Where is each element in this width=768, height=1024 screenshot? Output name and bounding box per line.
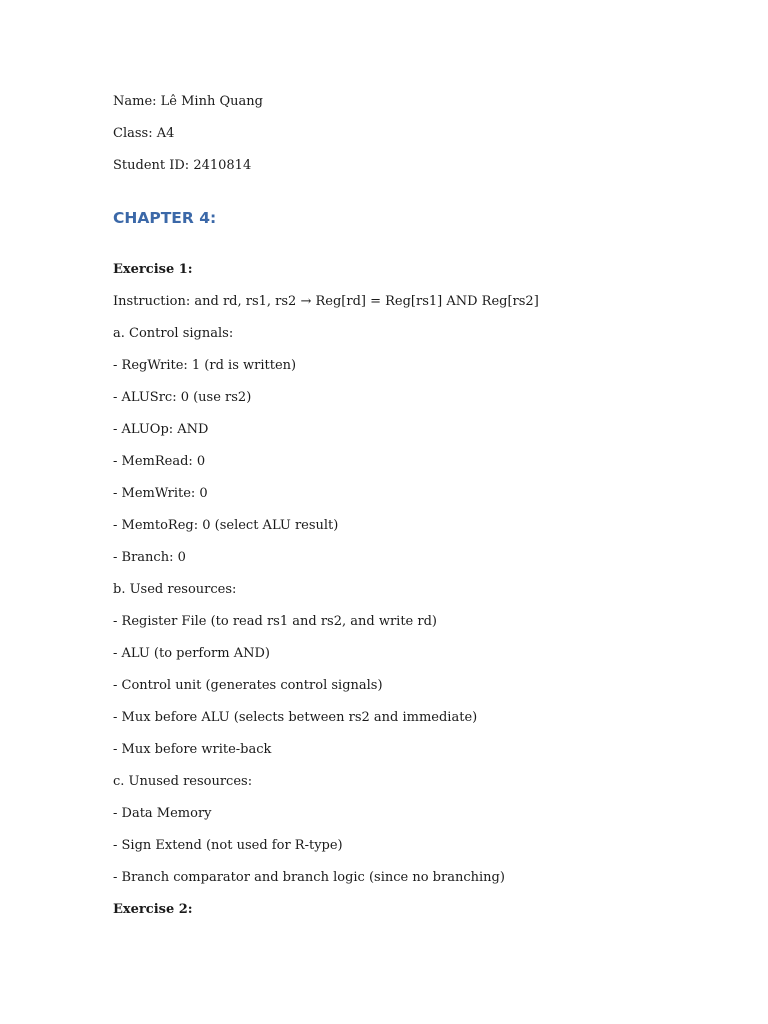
control-signal-item: - ALUOp: AND bbox=[113, 422, 209, 437]
used-resource-item: - ALU (to perform AND) bbox=[113, 646, 270, 661]
exercise-2-heading: Exercise 2: bbox=[113, 902, 193, 917]
control-signal-item: - MemtoReg: 0 (select ALU result) bbox=[113, 518, 339, 533]
chapter-heading: CHAPTER 4: bbox=[113, 209, 217, 227]
student-class: Class: A4 bbox=[113, 126, 175, 141]
control-signal-item: - Branch: 0 bbox=[113, 550, 186, 565]
student-id: Student ID: 2410814 bbox=[113, 158, 252, 173]
unused-resources-heading: c. Unused resources: bbox=[113, 774, 253, 789]
exercise-1-heading: Exercise 1: bbox=[113, 262, 193, 277]
used-resource-item: - Mux before ALU (selects between rs2 and immediate) bbox=[113, 710, 478, 725]
control-signal-item: - MemWrite: 0 bbox=[113, 486, 208, 501]
used-resource-item: - Mux before write-back bbox=[113, 742, 272, 757]
control-signal-item: - ALUSrc: 0 (use rs2) bbox=[113, 390, 252, 405]
used-resources-heading: b. Used resources: bbox=[113, 582, 237, 597]
control-signal-item: - MemRead: 0 bbox=[113, 454, 206, 469]
unused-resource-item: - Branch comparator and branch logic (since no branching) bbox=[113, 870, 505, 885]
unused-resource-item: - Data Memory bbox=[113, 806, 212, 821]
unused-resource-item: - Sign Extend (not used for R-type) bbox=[113, 838, 343, 853]
used-resource-item: - Control unit (generates control signals) bbox=[113, 678, 383, 693]
control-signal-item: - RegWrite: 1 (rd is written) bbox=[113, 358, 297, 373]
control-signals-heading: a. Control signals: bbox=[113, 326, 234, 341]
used-resource-item: - Register File (to read rs1 and rs2, and write rd) bbox=[113, 614, 437, 629]
instruction-text: Instruction: and rd, rs1, rs2 → Reg[rd] = Reg[rs1] AND Reg[rs2] bbox=[113, 294, 539, 309]
student-name: Name: Lê Minh Quang bbox=[113, 94, 263, 109]
